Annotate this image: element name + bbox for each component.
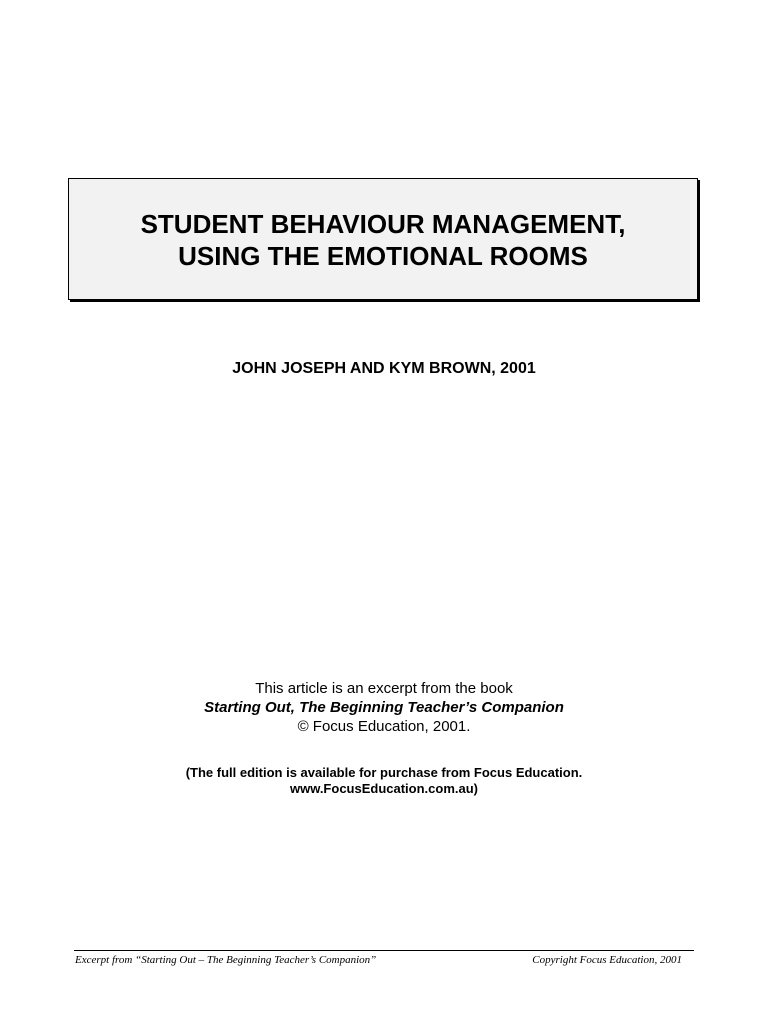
title-box <box>68 178 698 300</box>
footer-right-text: Copyright Focus Education, 2001 <box>532 954 682 966</box>
document-title-line-1: STUDENT BEHAVIOUR MANAGEMENT, <box>140 209 626 239</box>
footer-left-text: Excerpt from “Starting Out – The Beginning Teacher’s Companion” <box>75 954 377 966</box>
excerpt-intro: This article is an excerpt from the book <box>255 680 513 697</box>
copyright-notice: © Focus Education, 2001. <box>297 718 471 735</box>
availability-note: (The full edition is available for purchase from Focus Education. <box>185 765 583 780</box>
document-title-line-2: USING THE EMOTIONAL ROOMS <box>178 241 588 271</box>
website-note: www.FocusEducation.com.au) <box>289 781 479 796</box>
footer-divider <box>74 950 694 951</box>
book-title: Starting Out, The Beginning Teacher’s Companion <box>204 699 564 716</box>
authors-line: JOHN JOSEPH AND KYM BROWN, 2001 <box>232 360 536 377</box>
